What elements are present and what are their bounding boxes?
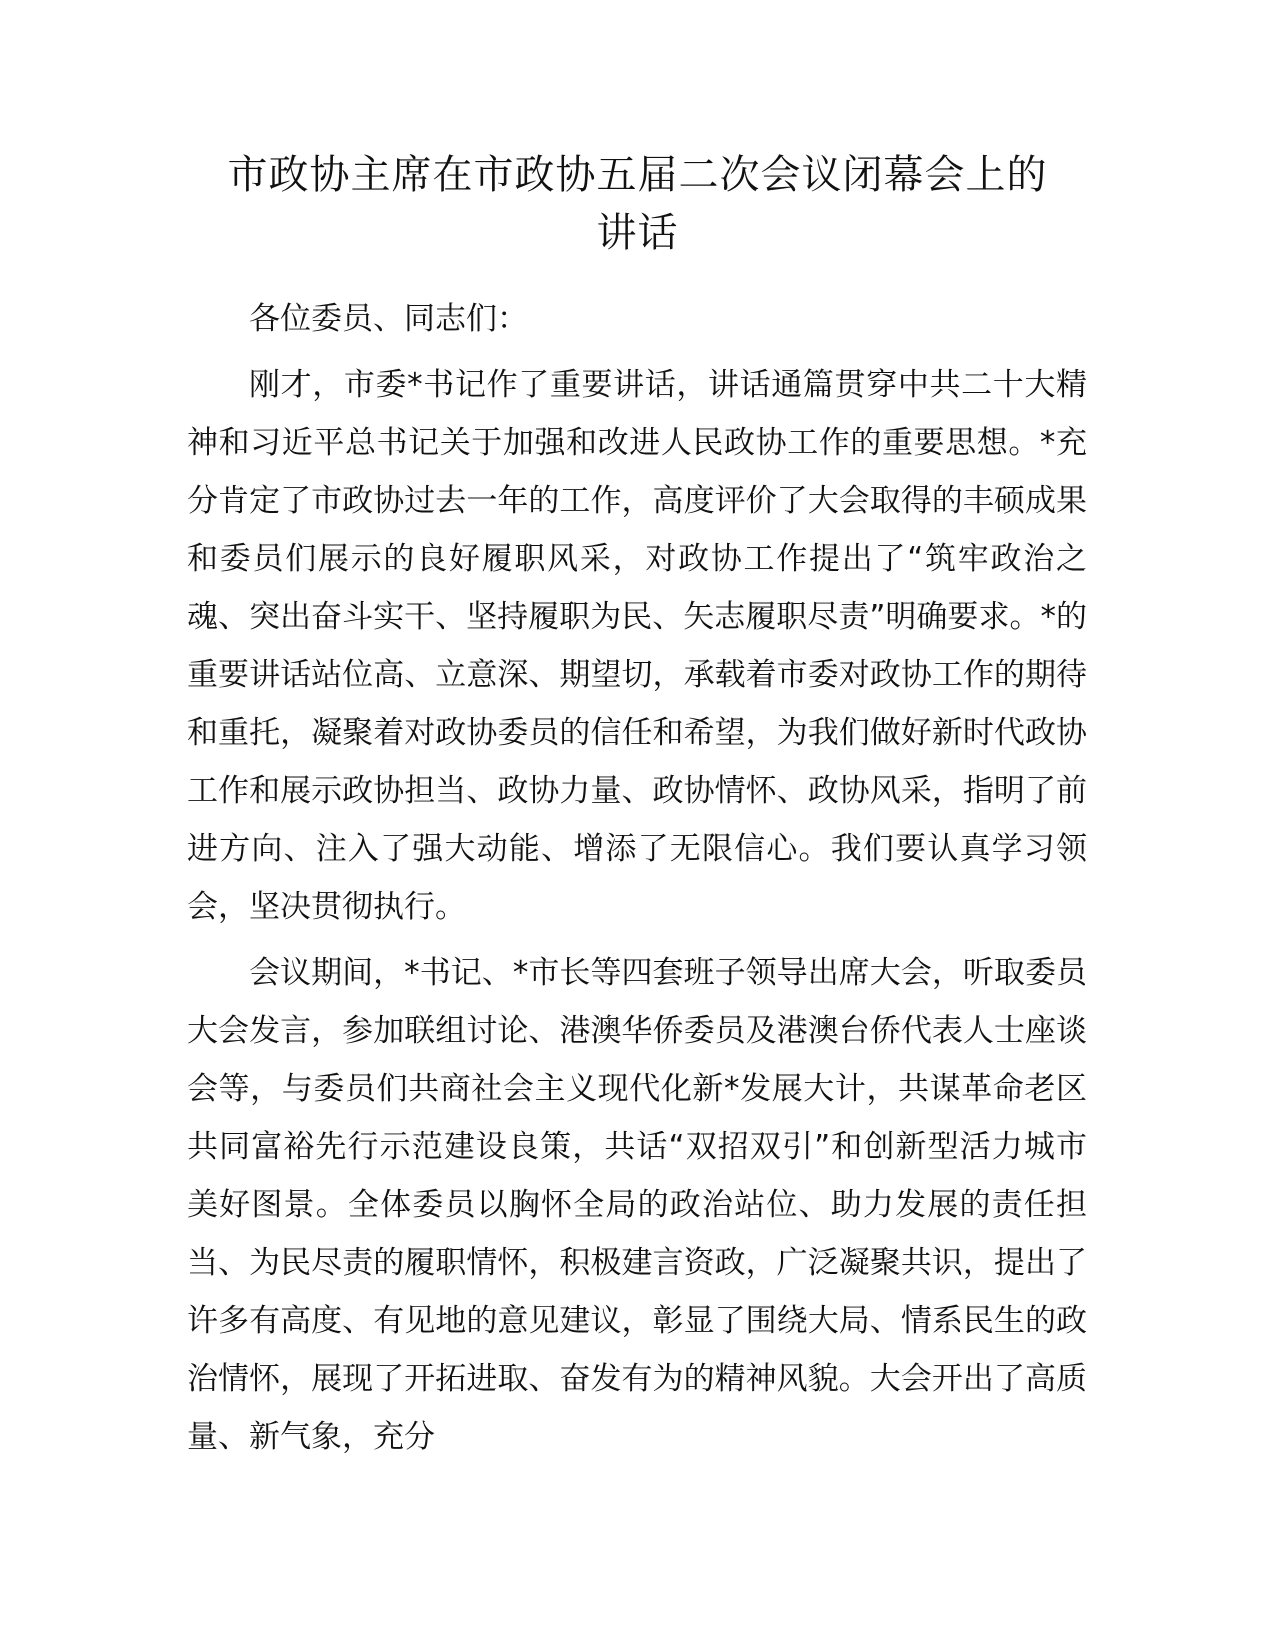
document-body: [187, 290, 1087, 1474]
paragraph-2: 会议期间，*书记、*市长等四套班子领导出席大会，听取委员大会发言，参加联组讨论、港澳华侨委员及港澳台侨代表人士座谈会等，与委员们共商社会主义现代化新*发展大计，共谋革命老区共同富裕先行示范建设良策，共话“双招双引”和创新型活力城市美好图景。全体委员以胸怀全局的政治站位、助力发展的责任担当、为民尽责的履职情怀，积极建言资政，广泛凝聚共识，提出了许多有高度、有见地的意见建议，彰显了围绕大局、情系民生的政治情怀，展现了开拓进取、奋发有为的精神风貌。大会开出了高质量、新气象，充分: [187, 955, 1087, 1455]
title-line-1: 市政协主席在市政协五届二次会议闭幕会上的: [227, 152, 1048, 198]
title-line-2: 讲话: [596, 210, 679, 256]
salutation: 各位委员、同志们：: [249, 301, 528, 337]
document-title: [170, 146, 1105, 262]
paragraph-1: 刚才，市委*书记作了重要讲话，讲话通篇贯穿中共二十大精神和习近平总书记关于加强和改进人民政协工作的重要思想。*充分肯定了市政协过去一年的工作，高度评价了大会取得的丰硕成果和委员们展示的良好履职风采，对政协工作提出了“筑牢政治之魂、突出奋斗实干、坚持履职为民、矢志履职尽责”明确要求。*的重要讲话站位高、立意深、期望切，承载着市委对政协工作的期待和重托，凝聚着对政协委员的信任和希望，为我们做好新时代政协工作和展示政协担当、政协力量、政协情怀、政协风采，指明了前进方向、注入了强大动能、增添了无限信心。我们要认真学习领会，坚决贯彻执行。: [187, 367, 1087, 925]
